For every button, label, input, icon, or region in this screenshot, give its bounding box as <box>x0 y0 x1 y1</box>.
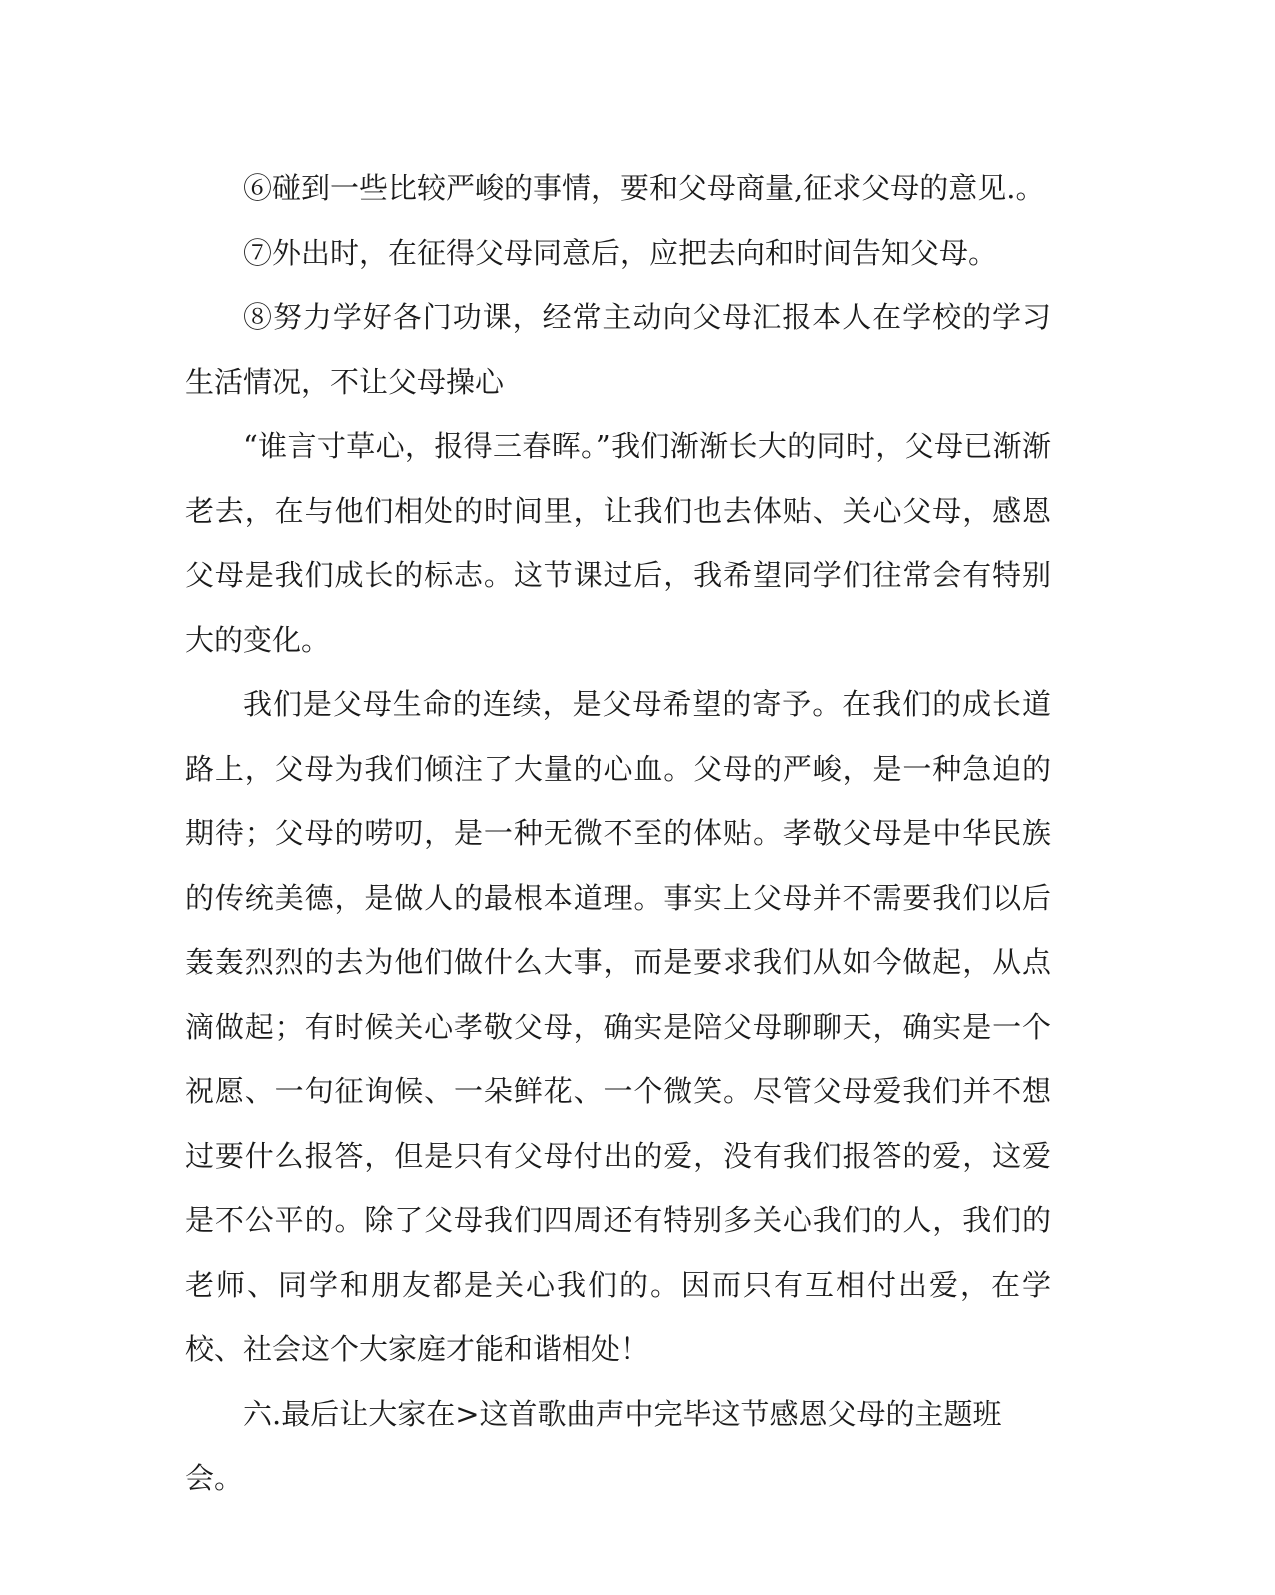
document-body <box>185 156 1051 1511</box>
paragraph-item-7: ⑦外出时，在征得父母同意后，应把去向和时间告知父母。 <box>243 235 998 270</box>
paragraph-item-8: ⑧努力学好各门功课，经常主动向父母汇报本人在学校的学习生活情况，不让父母操心 <box>185 300 1051 399</box>
paragraph-closing: 六.最后让大家在>这首歌曲声中完毕这节感恩父母的主题班会。 <box>185 1396 1002 1495</box>
paragraph-item-6: ⑥碰到一些比较严峻的事情，要和父母商量,征求父母的意见.。 <box>243 171 1045 205</box>
paragraph-quote: “谁言寸草心，报得三春晖。”我们渐渐长大的同时，父母已渐渐老去，在与他们相处的时间里，让我们也去体贴、关心父母，感恩父母是我们成长的标志。这节课过后，我希望同学们往常会有特别大的变化。 <box>185 429 1051 657</box>
paragraph-main: 我们是父母生命的连续，是父母希望的寄予。在我们的成长道路上，父母为我们倾注了大量的心血。父母的严峻，是一种急迫的期待；父母的唠叨，是一种无微不至的体贴。孝敬父母是中华民族的传统美德，是做人的最根本道理。事实上父母并不需要我们以后轰轰烈烈的去为他们做什么大事，而是要求我们从如今做起，从点滴做起；有时候关心孝敬父母，确实是陪父母聊聊天，确实是一个祝愿、一句征询候、一朵鲜花、一个微笑。尽管父母爱我们并不想过要什么报答，但是只有父母付出的爱，没有我们报答的爱，这爱是不公平的。除了父母我们四周还有特别多关心我们的人，我们的老师、同学和朋友都是关心我们的。因而只有互相付出爱，在学校、社会这个大家庭才能和谐相处！ <box>185 687 1051 1366</box>
